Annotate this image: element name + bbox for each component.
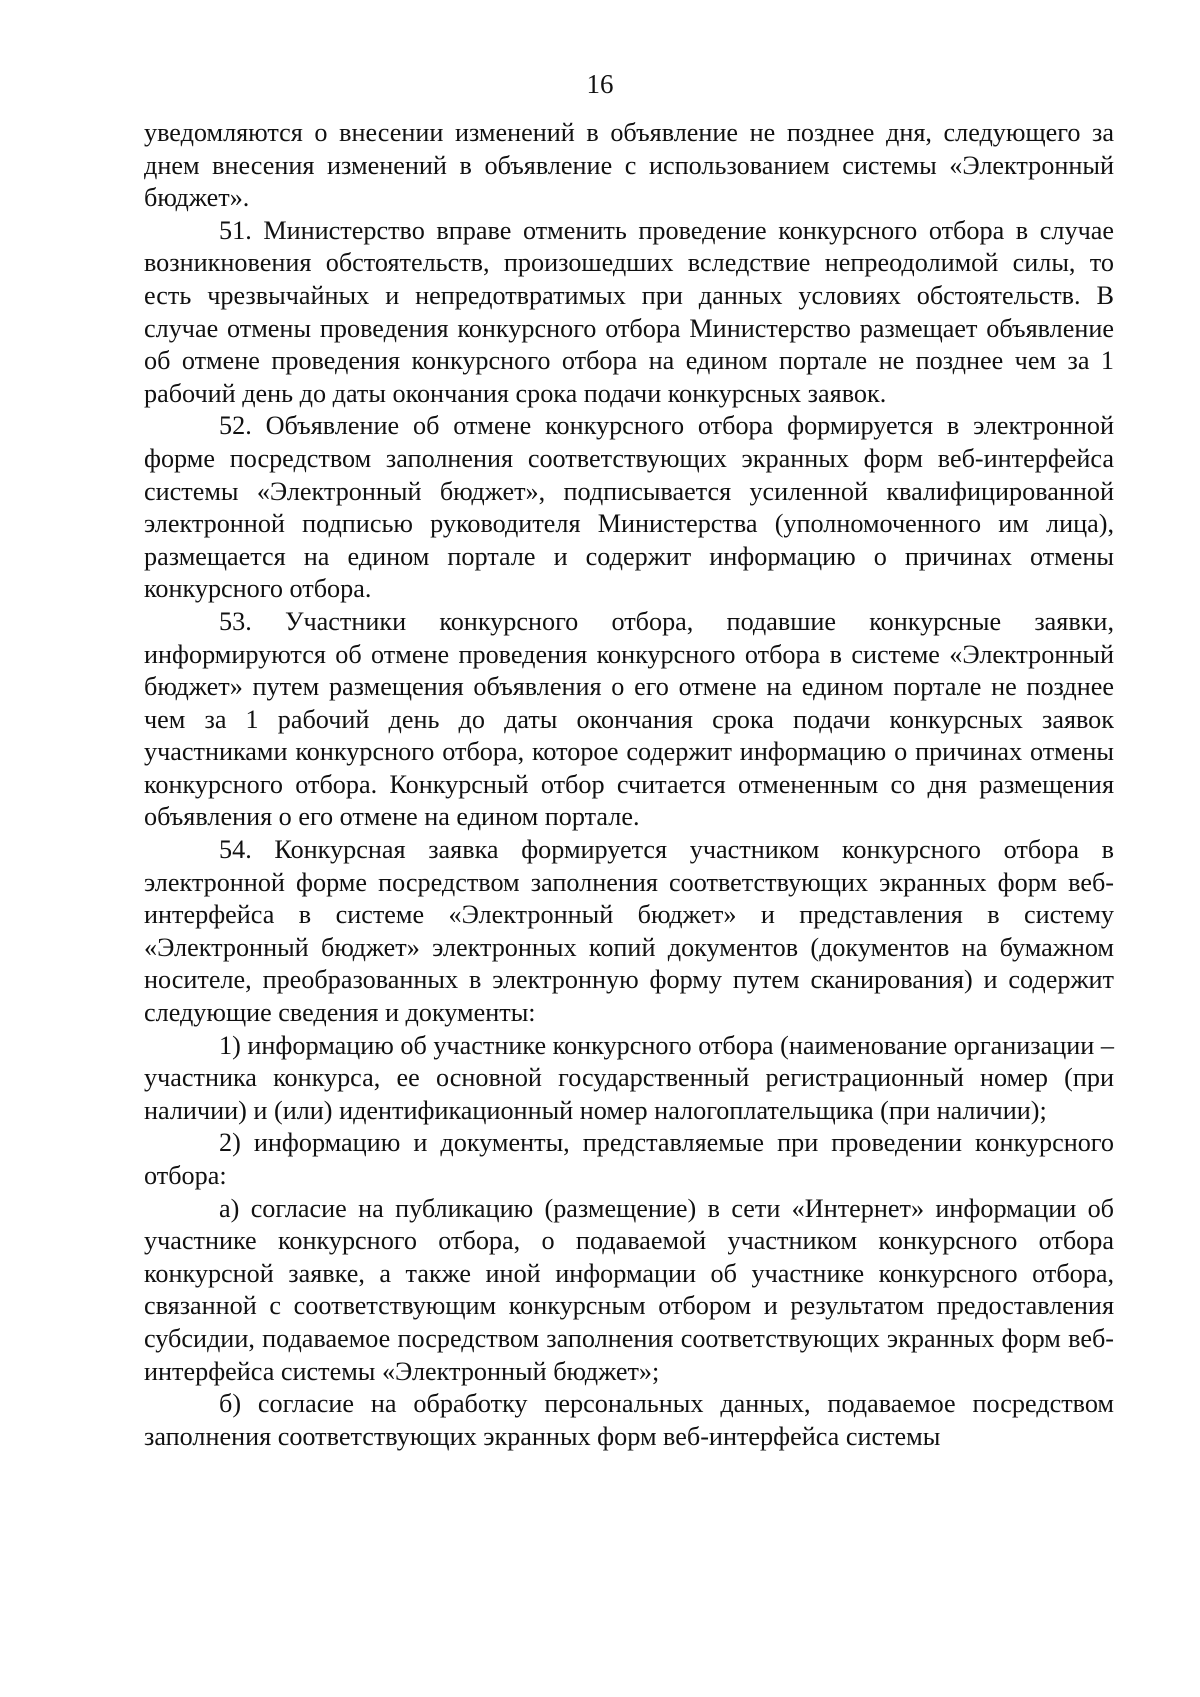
page-number: 16 <box>586 69 614 99</box>
paragraph-53: 53. Участники конкурсного отбора, подавшие конкурсные заявки, информируются об отмене проведения конкурсного отбора в системе «Электронный бюджет» путем размещения объявления о его отмене на едином портале не позднее чем за 1 рабочий день до даты окончания срока подачи конкурсных заявок участниками конкурсного отбора, которое содержит информацию о причинах отмены конкурсного отбора. Конкурсный отбор считается отмененным со дня размещения объявления о его отмене на едином портале. <box>144 606 1114 832</box>
paragraph-51: 51. Министерство вправе отменить проведение конкурсного отбора в случае возникновения обстоятельств, произошедших вследствие непреодолимой силы, то есть чрезвычайных и непредотвратимых при данных условиях обстоятельств. В случае отмены проведения конкурсного отбора Министерство размещает объявление об отмене проведения конкурсного отбора на едином портале не позднее чем за 1 рабочий день до даты окончания срока подачи конкурсных заявок. <box>144 215 1114 408</box>
paragraph-continuation: уведомляются о внесении изменений в объявление не позднее дня, следующего за днем внесения изменений в объявление с использованием системы «Электронный бюджет». <box>144 118 1114 213</box>
document-body <box>144 117 1114 1453</box>
paragraph-54: 54. Конкурсная заявка формируется участником конкурсного отбора в электронной форме посредством заполнения соответствующих экранных форм веб-интерфейса в системе «Электронный бюджет» и представления в систему «Электронный бюджет» электронных копий документов (документов на бумажном носителе, преобразованных в электронную форму путем сканирования) и содержит следующие сведения и документы: <box>144 835 1114 1028</box>
list-item-2: 2) информацию и документы, представляемые при проведении конкурсного отбора: <box>144 1128 1114 1190</box>
sub-item-a: а) согласие на публикацию (размещение) в сети «Интернет» информации об участнике конкурсного отбора, о подаваемой участником конкурсного отбора конкурсной заявке, а также иной информации об участнике конкурсного отбора, связанной с соответствующим конкурсным отбором и результатом предоставления субсидии, подаваемое посредством заполнения соответствующих экранных форм веб-интерфейса системы «Электронный бюджет»; <box>144 1193 1114 1386</box>
paragraph-52: 52. Объявление об отмене конкурсного отбора формируется в электронной форме посредством заполнения соответствующих экранных форм веб-интерфейса системы «Электронный бюджет», подписывается усиленной квалифицированной электронной подписью руководителя Министерства (уполномоченного им лица), размещается на едином портале и содержит информацию о причинах отмены конкурсного отбора. <box>144 411 1114 604</box>
sub-item-b: б) согласие на обработку персональных данных, подаваемое посредством заполнения соответствующих экранных форм веб-интерфейса системы <box>144 1389 1114 1451</box>
list-item-1: 1) информацию об участнике конкурсного отбора (наименование организации – участника конкурса, ее основной государственный регистрационный номер (при наличии) и (или) идентификационный номер налогоплательщика (при наличии); <box>144 1030 1114 1125</box>
